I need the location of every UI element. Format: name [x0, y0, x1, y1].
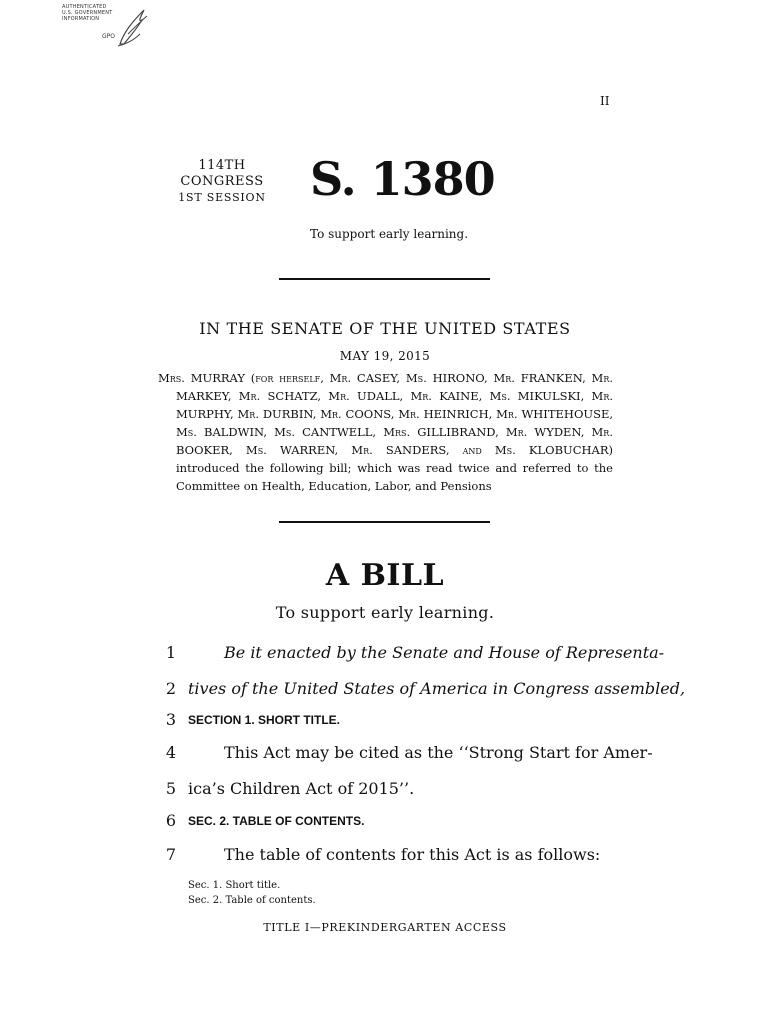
- session-label: 1ST SESSION: [178, 191, 266, 204]
- line-number: 7: [165, 845, 177, 864]
- line-number: 3: [165, 710, 177, 729]
- body-line: The table of contents for this Act is as follows:: [224, 845, 601, 864]
- line-number: 5: [165, 779, 177, 798]
- line-number: 1: [165, 643, 177, 662]
- line-number: 2: [165, 679, 177, 698]
- divider-rule: [279, 521, 490, 523]
- seal-line-1: AUTHENTICATED: [62, 4, 107, 10]
- toc-entry: Sec. 1. Short title.: [188, 880, 281, 891]
- section-heading: SECTION 1. SHORT TITLE.: [188, 713, 341, 727]
- divider-rule: [279, 278, 490, 280]
- seal-line-2: U.S. GOVERNMENT: [62, 10, 113, 16]
- seal-line-3: INFORMATION: [62, 16, 100, 22]
- introduction-date: MAY 19, 2015: [339, 349, 431, 363]
- eagle-icon: [114, 4, 150, 48]
- referral-text: introduced the following bill; which was read twice and referred to the Committee on Health, Education, Labor, and Pensions: [176, 461, 613, 493]
- title-heading: TITLE I—PREKINDERGARTEN ACCESS: [263, 921, 507, 934]
- senate-heading: IN THE SENATE OF THE UNITED STATES: [199, 319, 571, 338]
- short-purpose: To support early learning.: [310, 227, 469, 241]
- bill-purpose: To support early learning.: [275, 603, 495, 622]
- sponsors-list: Mrs. MURRAY (for herself, Mr. CASEY, Ms. HIRONO, Mr. FRANKEN, Mr. MARKEY, Mr. SCHATZ, Mr. UDALL, Mr. KAINE, Ms. MIKULSKI, Mr. MURPHY, Mr. DURBIN, Mr. COONS, Mr. HEINRICH, Mr. WHITEHOUSE, Ms. BALDWIN, Ms. CANTWELL, Mrs. GILLIBRAND, Mr. WYDEN, Mr. BOOKER, Ms. WARREN, Mr. SANDERS, and Ms. KLOBUCHAR): [158, 371, 613, 457]
- toc-entry: Sec. 2. Table of contents.: [188, 895, 316, 906]
- bill-number: S. 1380: [310, 152, 495, 206]
- body-line: This Act may be cited as the ‘‘Strong Start for Amer-: [224, 743, 653, 762]
- congress-session-block: [158, 158, 286, 206]
- congress-number: 114TH CONGRESS: [180, 158, 264, 189]
- line-number: 6: [165, 811, 177, 830]
- line-number: 4: [165, 743, 177, 762]
- gpo-seal: [62, 4, 152, 48]
- table-of-contents: [188, 878, 316, 908]
- seal-gpo: GPO: [102, 33, 115, 40]
- a-bill-heading: A BILL: [325, 558, 445, 593]
- sponsors-paragraph: [158, 369, 613, 495]
- section-heading: SEC. 2. TABLE OF CONTENTS.: [188, 814, 365, 828]
- body-line: ica’s Children Act of 2015’’.: [188, 779, 415, 798]
- enacting-clause-line: tives of the United States of America in Congress assembled,: [188, 679, 686, 698]
- page-mark: II: [600, 94, 610, 108]
- enacting-clause-line: Be it enacted by the Senate and House of Representa-: [224, 643, 665, 662]
